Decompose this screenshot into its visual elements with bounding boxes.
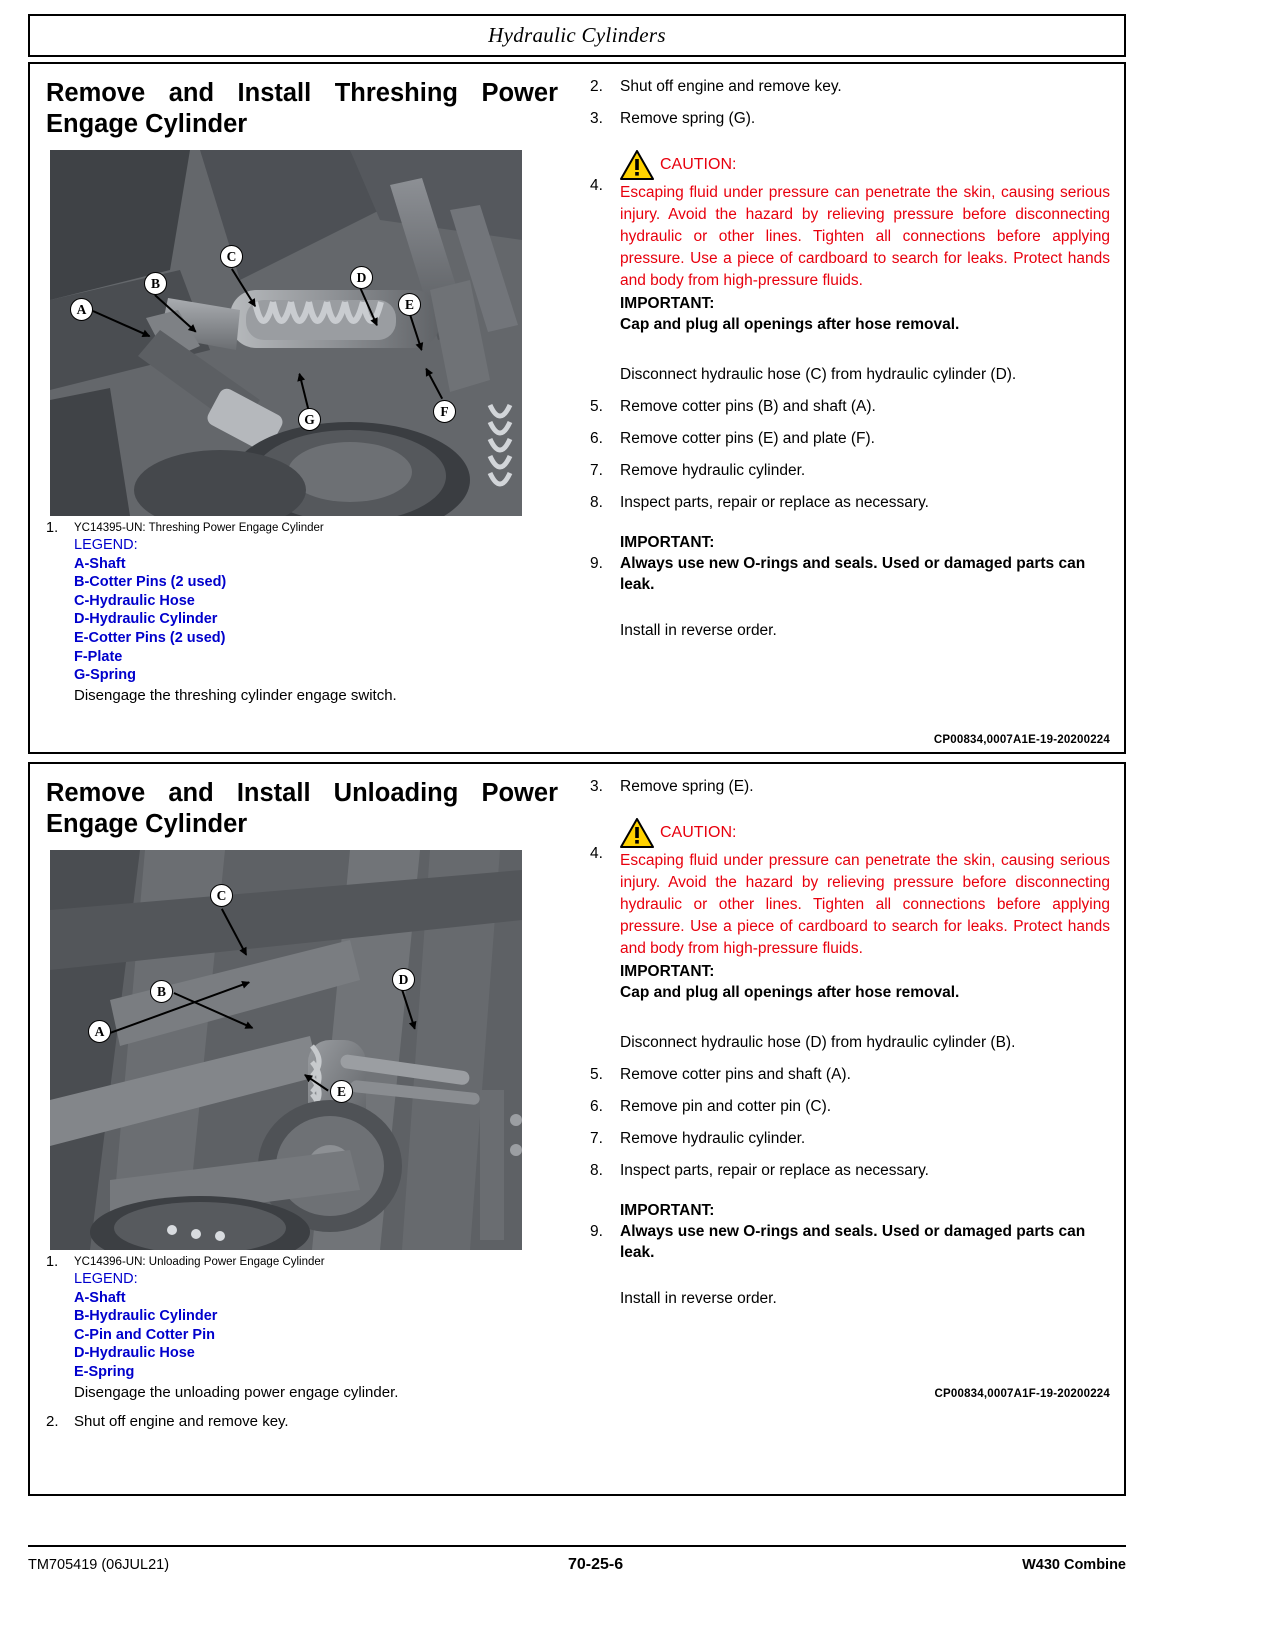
step-4-number: 4. [590,177,603,194]
s2-step-7-text: Remove hydraulic cylinder. [620,1129,806,1147]
footer-page-number: 70-25-6 [567,1556,624,1573]
figure-1-illustration [50,150,522,516]
section-1-heading [46,78,558,140]
step-7 [590,462,1110,480]
page-footer [28,1556,1126,1574]
section-unloading-power-engage-cylinder [28,762,1126,1496]
step-3-text: Remove spring (G). [620,110,756,127]
s2-step-6-text: Remove pin and cotter pin (C). [620,1097,832,1115]
legend-item: C-Pin and Cotter Pin [74,1326,215,1343]
section-2-doc-id: CP00834,0007A1F-19-20200224 [934,1388,1110,1400]
step-install-reverse-text: Install in reverse order. [620,621,777,639]
figure-1-caption-row [46,520,558,536]
s2-step-5 [590,1066,1110,1084]
s2-step-5-number: 5. [590,1065,603,1083]
s2-step-7-number: 7. [590,1129,603,1147]
step-2-number: 2. [590,78,603,95]
step-8-number: 8. [590,493,603,511]
caution-header [620,150,1110,180]
important-label-3: IMPORTANT: [620,963,715,980]
callout2-e: E [330,1080,353,1103]
step-9-text: Always use new O-rings and seals. Used or damaged parts can leak. [620,554,1086,593]
legend-item: A-Shaft [74,1289,126,1306]
callout-d: D [350,266,373,289]
s2-step-8 [590,1162,1110,1180]
step-install-reverse-number [590,622,620,640]
section-2-step-2-number: 2. [46,1412,59,1430]
footer-divider [28,1545,1126,1547]
figure-2-illustration [50,850,522,1250]
section-2-left-tail-text: Disengage the unloading power engage cylinder. [74,1383,399,1401]
caution-body: Escaping fluid under pressure can penetrate the skin, causing serious injury. Avoid the hazard by relieving pressure before disconnecting hydraulic or other lines. Tighten all connections before applying pressure. Use a piece of cardboard to search for leaks. Protect hands and body from high-pressure fluids. [620,184,1110,289]
important-label-4: IMPORTANT: [620,1201,715,1219]
step-3 [590,110,1110,128]
s2-step-3-text: Remove spring (E). [620,778,754,795]
figure-2-caption: YC14396-UN: Unloading Power Engage Cylinder [74,1256,325,1269]
footer-document-number: TM705419 (06JUL21) [28,1557,170,1573]
warning-triangle-icon [620,818,654,848]
s2-step-3-number: 3. [590,778,603,795]
legend-item: E-Spring [74,1363,135,1380]
legend-item: E-Cotter Pins (2 used) [74,629,226,646]
page-title: Hydraulic Cylinders [488,23,666,47]
section-1-doc-id: CP00834,0007A1E-19-20200224 [933,734,1110,746]
section-2-step-2 [46,1413,558,1430]
s2-step-5-text: Remove cotter pins and shaft (A). [620,1065,851,1083]
s2-step-4-number: 4. [590,845,603,862]
step-7-text: Remove hydraulic cylinder. [620,461,806,479]
important-label-1: IMPORTANT: [620,295,715,312]
callout2-c: C [210,884,233,907]
legend-item: D-Hydraulic Cylinder [74,611,218,628]
figure-2-legend [74,1270,558,1381]
figure-1-number: 1. [46,520,59,537]
callout-f: F [433,400,456,423]
legend-title: LEGEND: [74,1271,138,1288]
step-6 [590,430,1110,448]
step-disconnect-hose-number [590,366,620,384]
important-body-1: Cap and plug all openings after hose removal. [620,315,960,333]
step-9-number: 9. [590,554,603,572]
s2-step-disconnect-hose [590,1034,1110,1052]
caution-body-2: Escaping fluid under pressure can penetrate the skin, causing serious injury. Avoid the hazard by relieving pressure before disconnecting hydraulic or other lines. Tighten all connections before applying pressure. Use a piece of cardboard to search for leaks. Protect hands and body from high-pressure fluids. [620,852,1110,957]
caution-header-2 [620,818,1110,848]
important-label-2: IMPORTANT: [620,533,715,551]
s2-step-3 [590,778,1110,796]
s2-step-8-number: 8. [590,1161,603,1179]
footer-model: W430 Combine [1022,1557,1126,1573]
section-1-left-column [46,78,558,704]
section-1-heading-line-2: Engage Cylinder [46,110,248,139]
s2-step-install-reverse [590,1290,1110,1308]
caution-label: CAUTION: [660,156,737,174]
s2-step-6-number: 6. [590,1097,603,1115]
section-2-step-2-text: Shut off engine and remove key. [74,1412,289,1430]
legend-item: F-Plate [74,648,123,665]
callout-g: G [298,408,321,431]
s2-step-disconnect-hose-text: Disconnect hydraulic hose (D) from hydraulic cylinder (B). [620,1033,1016,1051]
callout-b: B [144,272,167,295]
callout2-d: D [392,968,415,991]
section-2-right-column [590,778,1110,1322]
important-body-3: Cap and plug all openings after hose removal. [620,983,960,1001]
callout-c: C [220,245,243,268]
step-4-caution [590,150,1110,336]
step-8-text: Inspect parts, repair or replace as necessary. [620,493,929,511]
callout-e: E [398,293,421,316]
s2-step-install-reverse-number [590,1290,620,1308]
s2-step-9 [590,1222,1110,1264]
important-block-4 [590,1202,1110,1264]
step-2-text: Shut off engine and remove key. [620,78,842,95]
legend-item: B-Hydraulic Cylinder [74,1308,218,1325]
step-2 [590,78,1110,96]
s2-step-disconnect-hose-number [590,1034,620,1052]
legend-item: C-Hydraulic Hose [74,592,195,609]
s2-step-9-text: Always use new O-rings and seals. Used or damaged parts can leak. [620,1222,1086,1261]
section-2-heading [46,778,558,840]
s2-step-6 [590,1098,1110,1116]
callout2-a: A [88,1020,111,1043]
step-3-number: 3. [590,110,603,127]
s2-step-8-text: Inspect parts, repair or replace as necessary. [620,1161,929,1179]
warning-triangle-icon [620,150,654,180]
callout2-b: B [150,980,173,1003]
legend-item: G-Spring [74,667,137,684]
figure-2-number: 1. [46,1254,59,1271]
figure-1-caption: YC14395-UN: Threshing Power Engage Cylinder [74,522,324,535]
important-block-2 [590,534,1110,596]
step-5-text: Remove cotter pins (B) and shaft (A). [620,397,876,415]
legend-item: A-Shaft [74,555,126,572]
figure-1-legend [74,536,558,684]
section-1-right-column [590,78,1110,654]
legend-item: B-Cotter Pins (2 used) [74,574,227,591]
step-disconnect-hose [590,366,1110,384]
step-install-reverse [590,622,1110,640]
section-1-left-tail-text: Disengage the threshing cylinder engage switch. [74,686,397,704]
legend-title: LEGEND: [74,537,138,554]
section-2-heading-line-2: Engage Cylinder [46,810,248,839]
s2-step-4-caution [590,818,1110,1004]
step-9 [590,554,1110,596]
section-1-heading-line-1: Remove and Install Threshing Power [46,79,558,107]
step-disconnect-hose-text: Disconnect hydraulic hose (C) from hydraulic cylinder (D). [620,365,1017,383]
step-8 [590,494,1110,512]
s2-step-7 [590,1130,1110,1148]
section-2-heading-line-1: Remove and Install Unloading Power [46,779,558,807]
figure-2-caption-row [46,1254,558,1270]
figure-threshing-power-engage-cylinder [50,150,522,516]
step-6-number: 6. [590,429,603,447]
step-5-number: 5. [590,397,603,415]
page-header [28,14,1126,57]
s2-step-install-reverse-text: Install in reverse order. [620,1289,777,1307]
legend-item: D-Hydraulic Hose [74,1345,195,1362]
figure-unloading-power-engage-cylinder [50,850,522,1250]
step-5 [590,398,1110,416]
s2-step-9-number: 9. [590,1222,603,1240]
section-2-left-column [46,778,558,1430]
step-6-text: Remove cotter pins (E) and plate (F). [620,429,875,447]
callout-a: A [70,298,93,321]
section-threshing-power-engage-cylinder [28,62,1126,754]
step-7-number: 7. [590,461,603,479]
caution-label-2: CAUTION: [660,824,737,842]
